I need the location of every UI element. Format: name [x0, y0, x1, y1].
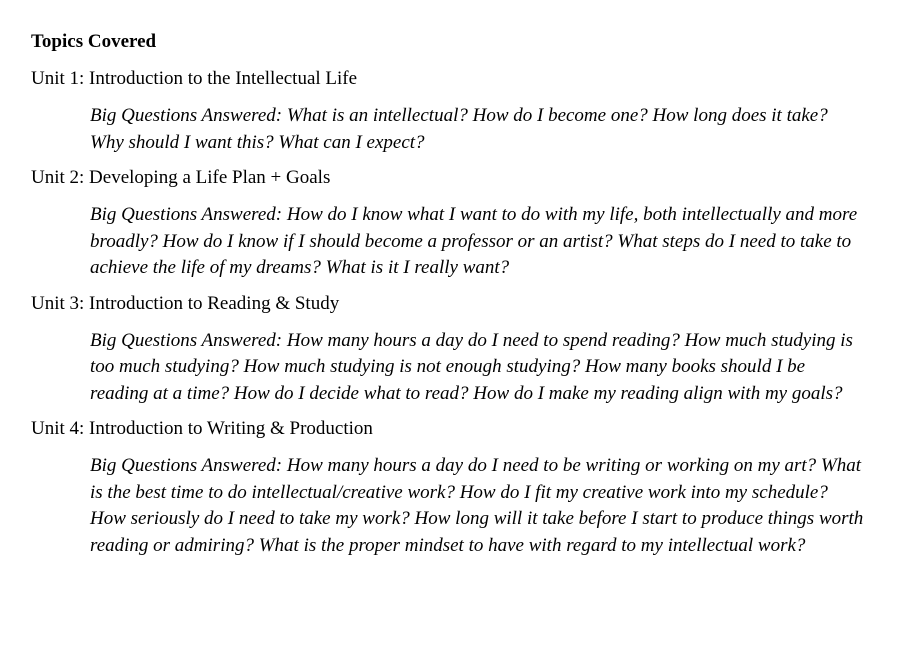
unit-3	[31, 292, 860, 408]
unit-title: Unit 2: Developing a Life Plan + Goals	[31, 167, 331, 188]
unit-questions: Big Questions Answered: What is an intellectual? How do I become one? How long does it take? Why should I want this? What can I expect?	[90, 105, 828, 153]
section-heading: Topics Covered	[31, 31, 157, 52]
unit-title: Unit 3: Introduction to Reading & Study	[31, 292, 340, 314]
unit-questions: Big Questions Answered: How many hours a day do I need to spend reading? How much studying is too much studying? How much studying is not enough studying? How many books should I be reading at a time? How do I decide what to read? How do I make my reading align with my goals?	[90, 329, 853, 404]
unit-4	[31, 417, 864, 559]
unit-title: Unit 4: Introduction to Writing & Production	[31, 418, 373, 439]
unit-questions: Big Questions Answered: How many hours a day do I need to be writing or working on my art? What is the best time to do intellectual/creative work? How do I fit my creative work into my schedule? How seriously do I need to take my work? How long will it take before I start to produce things worth reading or admiring? What is the proper mindset to have with regard to my intellectual work?	[90, 455, 864, 556]
unit-1	[31, 67, 860, 156]
unit-questions: Big Questions Answered: How do I know what I want to do with my life, both intellectually and more broadly? How do I know if I should become a professor or an artist? What steps do I need to take to achieve the life of my dreams? What is it I really want?	[90, 204, 858, 278]
unit-2	[31, 166, 860, 282]
unit-title: Unit 1: Introduction to the Intellectual Life	[31, 68, 358, 89]
